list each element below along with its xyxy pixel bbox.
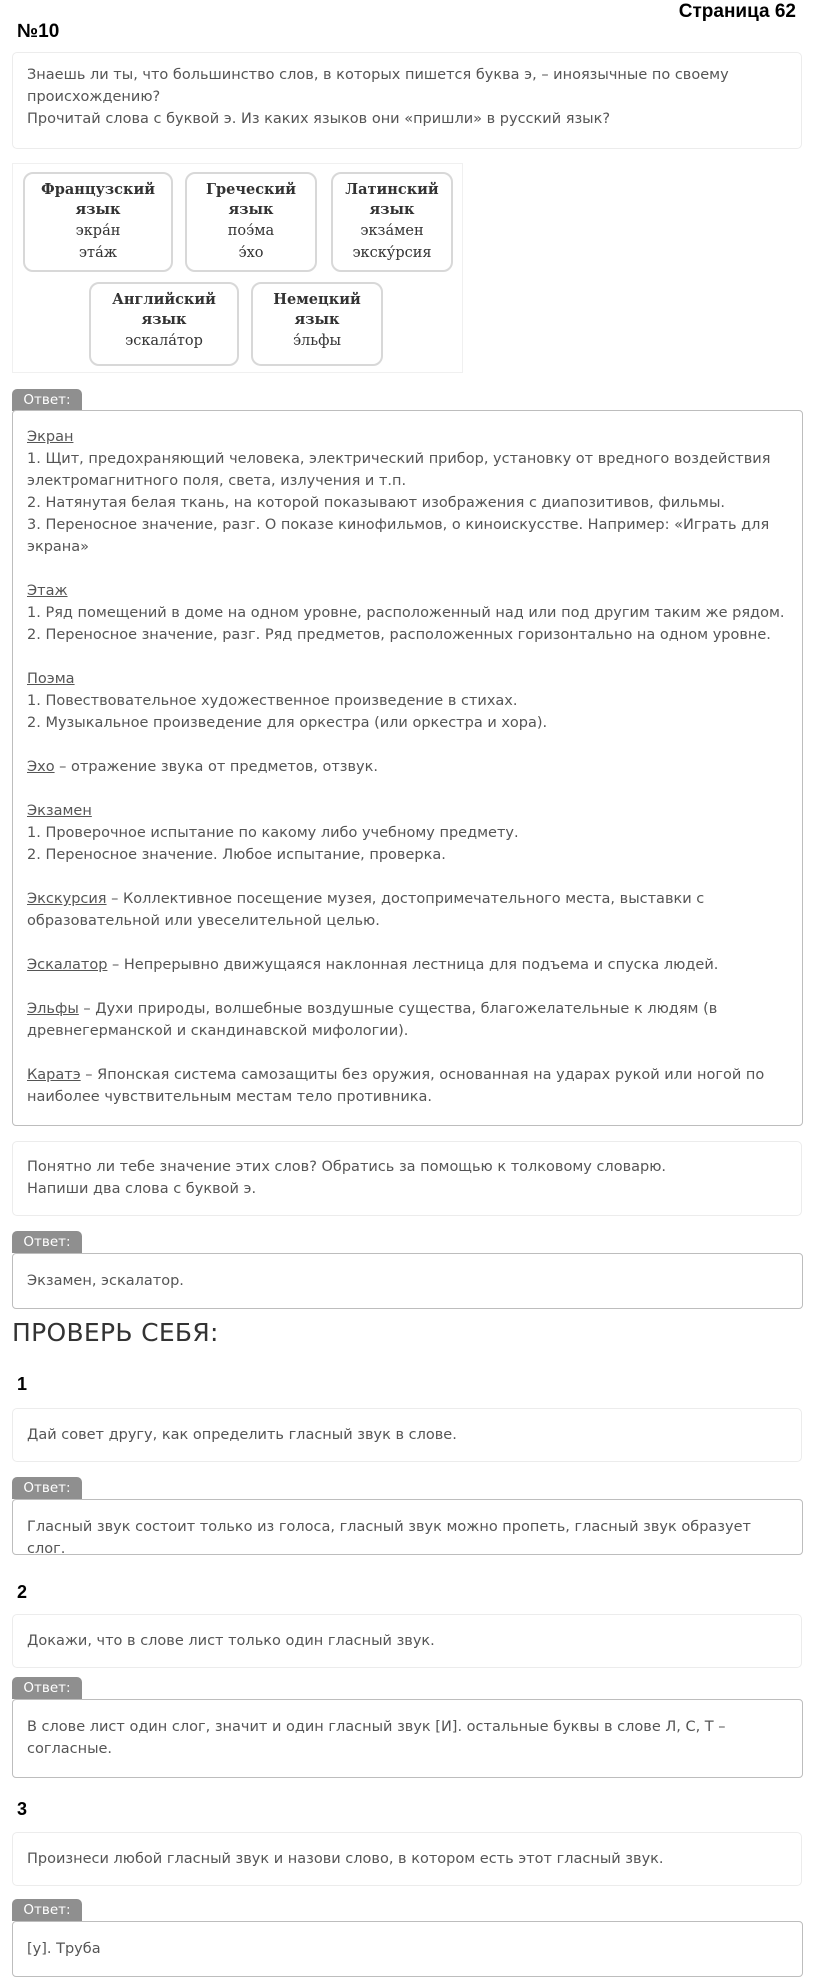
definition-text: – Духи природы, волшебные воздушные существа, благожелательные к людям (в (78, 1001, 718, 1017)
definition-line: электромагнитного поля, света, излучения и т.п. (27, 473, 407, 489)
language-word: экску́рсия (352, 245, 432, 261)
intro-line: Прочитай слова с буквой э. Из каких языков они «пришли» в русский язык? (27, 111, 611, 127)
check-answer: согласные. (27, 1741, 113, 1757)
page-number: Страница 62 (678, 1, 796, 22)
definition-line: древнегерманской и скандинавской мифологии). (27, 1023, 409, 1039)
term-ekskursiya: Экскурсия (27, 891, 107, 907)
language-word: эскала́тор (125, 333, 203, 349)
language-name: язык (75, 201, 121, 218)
definition-line: наиболее чувствительным местам тело противника. (27, 1089, 433, 1105)
check-number: 1 (17, 1374, 28, 1394)
answer-label: Ответ: (12, 1899, 82, 1921)
language-word: э́льфы (292, 333, 342, 349)
check-answer-box (12, 1699, 803, 1778)
term-ekran: Экран (27, 429, 74, 445)
definition-line: 2. Переносное значение, разг. Ряд предметов, расположенных горизонтально на одном уровне. (27, 627, 771, 643)
task-number: №10 (17, 21, 60, 42)
term-poema: Поэма (27, 671, 75, 687)
term-elfy: Эльфы (27, 1001, 79, 1017)
answer-box-definitions (12, 410, 803, 1126)
definition-line: 2. Музыкальное произведение для оркестра (или оркестра и хора). (27, 715, 548, 731)
language-name: Французский (41, 181, 155, 198)
check-answer-box (12, 1921, 803, 1977)
check-number: 2 (17, 1582, 28, 1602)
definition-line: 1. Щит, предохраняющий человека, электрический прибор, установку от вредного воздействия (27, 451, 771, 467)
check-answer: [у]. Труба (27, 1941, 101, 1957)
language-word: экра́н (75, 223, 121, 239)
language-box-latin (331, 172, 453, 272)
language-name: язык (369, 201, 415, 218)
check-answer-box (12, 1499, 803, 1555)
definition-line: 1. Проверочное испытание по какому либо учебному предмету. (27, 825, 519, 841)
definition-text: – Непрерывно движущаяся наклонная лестница для подъема и спуска людей. (107, 957, 719, 973)
answer-text: Экзамен, эскалатор. (27, 1273, 184, 1289)
definition-text: – Японская система самозащиты без оружия, основанная на ударах рукой или ногой по (80, 1067, 765, 1083)
definition-line: 1. Повествовательное художественное произведение в стихах. (27, 693, 518, 709)
definition-line: образовательной или увеселительной целью. (27, 913, 380, 929)
language-name: Английский (112, 291, 216, 308)
question-line: Напиши два слова с буквой э. (27, 1181, 257, 1197)
answer-label: Ответ: (12, 389, 82, 411)
answer-box-two-words (12, 1253, 803, 1309)
check-question: Докажи, что в слове лист только один гласный звук. (27, 1633, 435, 1649)
language-word: эта́ж (78, 245, 118, 261)
check-question-box (12, 1408, 802, 1462)
language-table-image (12, 163, 463, 373)
language-box-english (89, 282, 239, 366)
check-question-box (12, 1614, 802, 1668)
language-name: язык (141, 311, 187, 328)
language-box-french (23, 172, 173, 272)
language-word: экза́мен (360, 223, 424, 239)
intro-line: происхождению? (27, 89, 161, 105)
term-karate: Каратэ (27, 1067, 81, 1083)
intro-line: Знаешь ли ты, что большинство слов, в которых пишется буква э, – иноязычные по своему (27, 67, 729, 83)
check-question: Произнеси любой гласный звук и назови слово, в котором есть этот гласный звук. (27, 1851, 664, 1867)
language-name: Греческий (205, 181, 297, 198)
answer-label: Ответ: (12, 1677, 82, 1699)
language-name: язык (294, 311, 340, 328)
definition-line: 2. Переносное значение. Любое испытание, проверка. (27, 847, 446, 863)
language-box-german (251, 282, 383, 366)
check-number: 3 (17, 1799, 28, 1819)
term-eho: Эхо (27, 759, 55, 775)
check-question: Дай совет другу, как определить гласный звук в слове. (27, 1427, 457, 1443)
language-word: э́хо (238, 245, 264, 261)
term-eskalator: Эскалатор (27, 957, 108, 973)
check-question-box (12, 1832, 802, 1886)
definition-line: 3. Переносное значение, разг. О показе кинофильмов, о киноискусстве. Например: «Играть для (27, 517, 770, 533)
intro-question-box (12, 52, 802, 149)
answer-label: Ответ: (12, 1477, 82, 1499)
language-name: Немецкий (273, 291, 361, 308)
language-word: поэ́ма (227, 223, 275, 239)
language-name: Латинский (345, 181, 439, 198)
definition-text: – отражение звука от предметов, отзвук. (54, 759, 378, 775)
definition-line: 1. Ряд помещений в доме на одном уровне, расположенный над или под другим таким же рядом. (27, 605, 785, 621)
definition-text: – Коллективное посещение музея, достопримечательного места, выставки с (106, 891, 705, 907)
definition-line: 2. Натянутая белая ткань, на которой показывают изображения с диапозитивов, фильмы. (27, 495, 726, 511)
language-box-greek (185, 172, 317, 272)
section-title-check-yourself: ПРОВЕРЬ СЕБЯ: (12, 1318, 219, 1347)
definition-line: экрана» (27, 539, 90, 555)
term-etazh: Этаж (27, 583, 68, 599)
check-answer: В слове лист один слог, значит и один гласный звук [И]. остальные буквы в слове Л, С, Т – (27, 1719, 726, 1735)
answer-label: Ответ: (12, 1231, 82, 1253)
check-answer: Гласный звук состоит только из голоса, гласный звук можно пропеть, гласный звук образует слог. (27, 1519, 751, 1557)
language-name: язык (228, 201, 274, 218)
term-ekzamen: Экзамен (27, 803, 92, 819)
question-box-dictionary (12, 1141, 802, 1216)
question-line: Понятно ли тебе значение этих слов? Обратись за помощью к толковому словарю. (27, 1159, 667, 1175)
